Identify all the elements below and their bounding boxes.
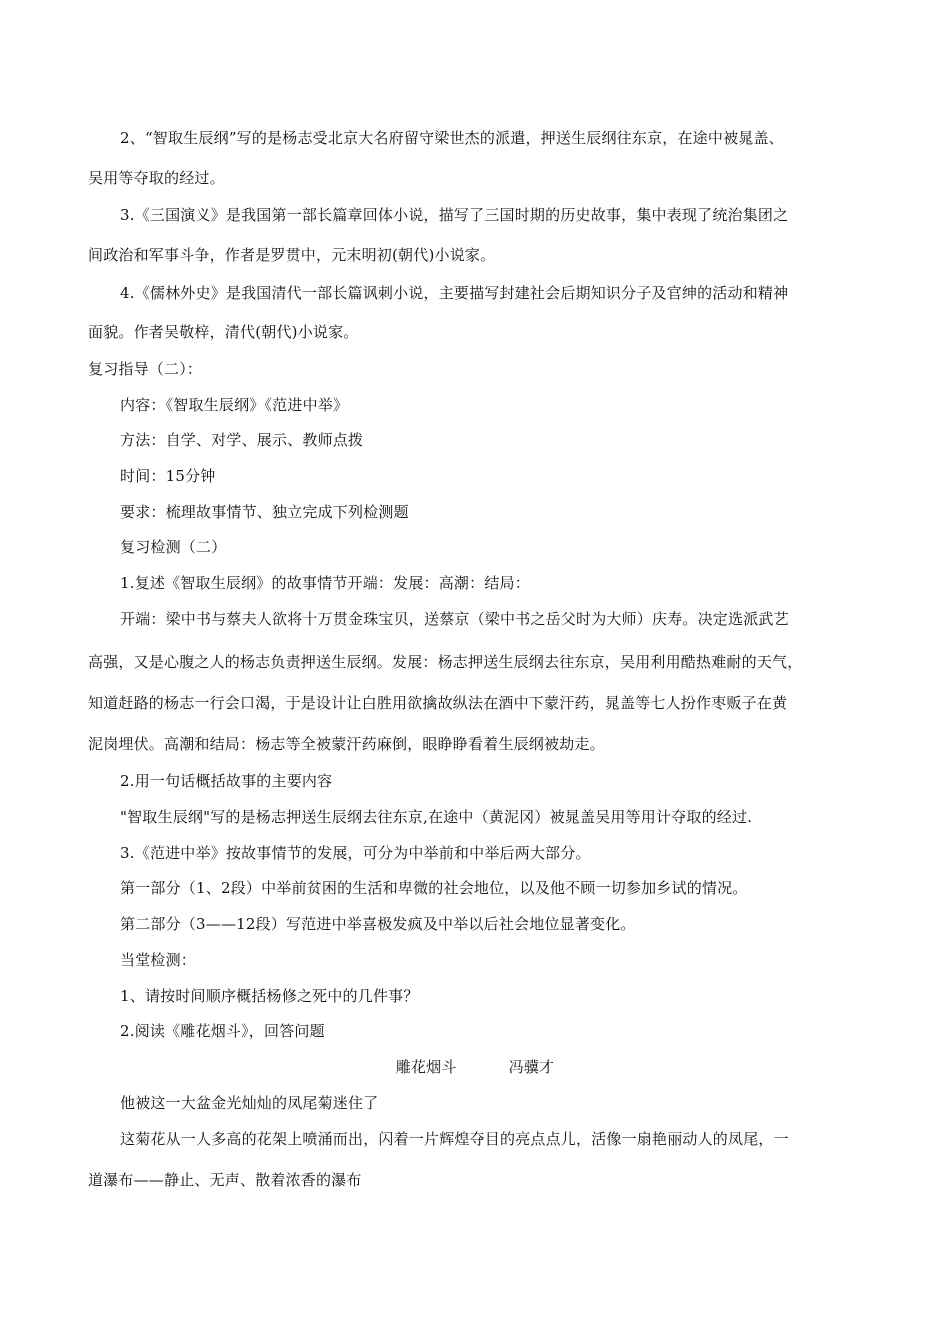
story-line-1: 他被这一大盆金光灿灿的凤尾菊迷住了 xyxy=(120,1094,379,1112)
answer-3-part-2: 第二部分（3——12段）写范进中举喜极发疯及中举以后社会地位显著变化。 xyxy=(120,915,636,933)
paragraph-3-line-1: 3.《三国演义》是我国第一部长篇章回体小说，描写了三国时期的历史故事，集中表现了统治集团之 xyxy=(120,206,789,224)
question-1: 1.复述《智取生辰纲》的故事情节开端：发展：高潮：结局： xyxy=(120,574,530,592)
answer-1-line-1: 开端：梁中书与蔡夫人欲将十万贯金珠宝贝，送蔡京（梁中书之岳父时为大师）庆寿。决定选派武艺 xyxy=(120,610,789,628)
answer-2: "智取生辰纲"写的是杨志押送生辰纲去往东京,在途中（黄泥冈）被晁盖吴用等用计夺取的经过. xyxy=(120,808,753,826)
class-test-heading: 当堂检测： xyxy=(120,951,197,969)
guide-method: 方法：自学、对学、展示、教师点拨 xyxy=(120,431,364,449)
story-author: 冯骥才 xyxy=(508,1058,555,1076)
class-test-question-1: 1、请按时间顺序概括杨修之死中的几件事？ xyxy=(120,987,419,1005)
story-line-3: 道瀑布——静止、无声、散着浓香的瀑布 xyxy=(88,1171,362,1189)
class-test-question-2: 2.阅读《雕花烟斗》，回答问题 xyxy=(120,1022,325,1040)
answer-3-part-1: 第一部分（1、2段）中举前贫困的生活和卑微的社会地位，以及他不顾一切参加乡试的情况。 xyxy=(120,879,748,897)
paragraph-3-line-2: 间政治和军事斗争，作者是罗贯中，元末明初(朝代)小说家。 xyxy=(88,246,496,264)
paragraph-4-line-2: 面貌。作者吴敬梓，清代(朝代)小说家。 xyxy=(88,323,359,341)
question-2: 2.用一句话概括故事的主要内容 xyxy=(120,772,333,790)
answer-1-line-4: 泥岗埋伏。高潮和结局：杨志等全被蒙汗药麻倒，眼睁睁看着生辰纲被劫走。 xyxy=(88,735,605,753)
answer-1-line-3: 知道赶路的杨志一行会口渴，于是设计让白胜用欲擒故纵法在酒中下蒙汗药，晁盖等七人扮作枣贩子在黄 xyxy=(88,694,788,712)
answer-1-line-2: 高强，又是心腹之人的杨志负责押送生辰纲。发展：杨志押送生辰纲去往东京，吴用利用酷热难耐的天气， xyxy=(88,653,803,671)
question-3: 3.《范进中举》按故事情节的发展，可分为中举前和中举后两大部分。 xyxy=(120,844,591,862)
guide-time: 时间：15分钟 xyxy=(120,467,216,485)
paragraph-2-line-2: 吴用等夺取的经过。 xyxy=(88,169,225,187)
guide-content: 内容：《智取生辰纲》《范进中举》 xyxy=(120,396,349,414)
test-heading: 复习检测（二） xyxy=(120,538,227,556)
guide-requirement: 要求：梳理故事情节、独立完成下列检测题 xyxy=(120,503,409,521)
story-title: 雕花烟斗 xyxy=(395,1058,457,1076)
guide-heading: 复习指导（二）： xyxy=(88,360,203,378)
paragraph-2-line-1: 2、“智取生辰纲”写的是杨志受北京大名府留守梁世杰的派遣，押送生辰纲往东京，在途中被晁盖、 xyxy=(120,129,784,147)
story-line-2: 这菊花从一人多高的花架上喷涌而出，闪着一片辉煌夺目的亮点点儿，活像一扇艳丽动人的凤尾，一 xyxy=(120,1130,789,1148)
paragraph-4-line-1: 4.《儒林外史》是我国清代一部长篇讽刺小说，主要描写封建社会后期知识分子及官绅的活动和精神 xyxy=(120,284,789,302)
story-title-line xyxy=(0,1057,950,1077)
